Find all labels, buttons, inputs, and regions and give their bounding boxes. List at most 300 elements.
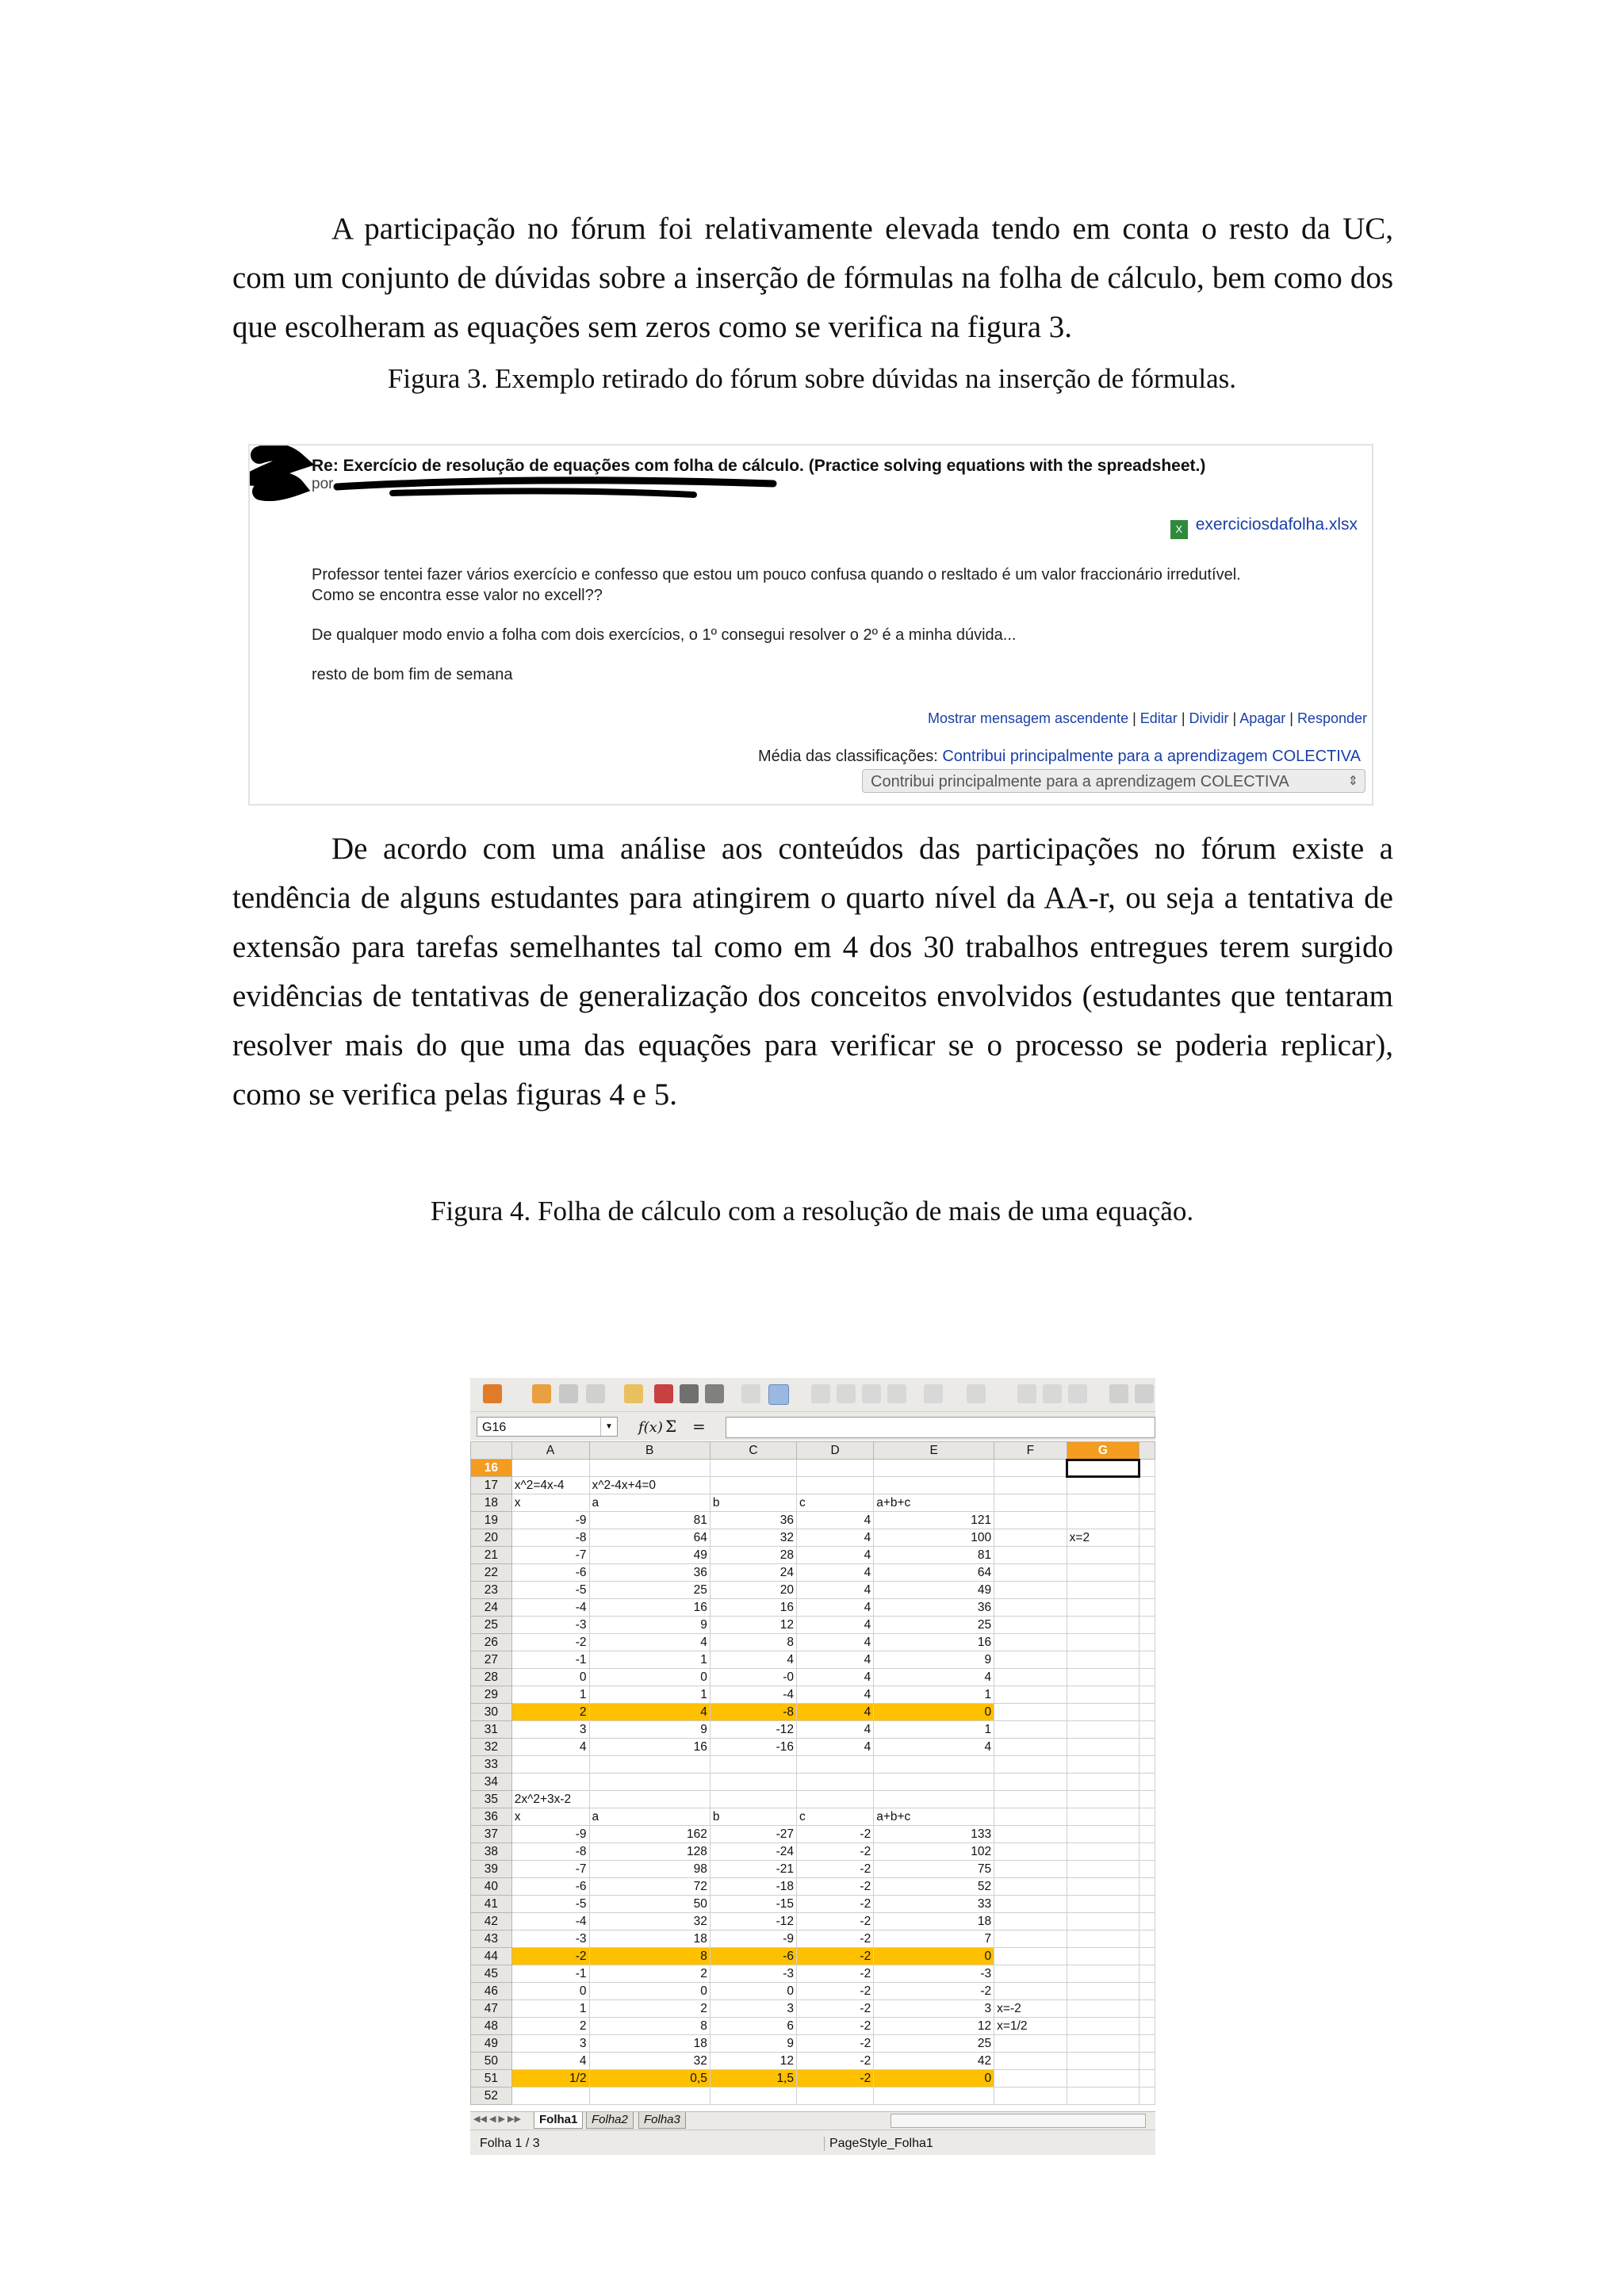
cell-c23[interactable]: 20 [710,1582,796,1599]
column-header-a[interactable]: A [511,1442,589,1460]
cell-g35[interactable] [1067,1791,1139,1808]
cell-g32[interactable] [1067,1739,1139,1756]
cell-a24[interactable]: -4 [511,1599,589,1617]
name-box[interactable] [477,1417,618,1437]
cell-f50[interactable] [994,2053,1067,2070]
cell-d30[interactable]: 4 [797,1704,874,1721]
cell-a52[interactable] [511,2087,589,2105]
row-header[interactable]: 44 [471,1948,512,1965]
spellcheck-icon[interactable] [741,1384,760,1403]
insert-chart-icon[interactable] [1109,1384,1128,1403]
cell-d40[interactable]: -2 [797,1878,874,1896]
row-header[interactable]: 43 [471,1931,512,1948]
cell-c30[interactable]: -8 [710,1704,796,1721]
cell-e44[interactable]: 0 [874,1948,994,1965]
cell-a45[interactable]: -1 [511,1965,589,1983]
cell-g26[interactable] [1067,1634,1139,1651]
cell-a23[interactable]: -5 [511,1582,589,1599]
formula-input[interactable] [726,1417,1155,1438]
cell-f52[interactable] [994,2087,1067,2105]
cell-d26[interactable]: 4 [797,1634,874,1651]
row-header[interactable]: 48 [471,2018,512,2035]
cell-g16[interactable] [1067,1460,1139,1477]
cell-a21[interactable]: -7 [511,1547,589,1564]
cell-g49[interactable] [1067,2035,1139,2053]
cell-e29[interactable]: 1 [874,1686,994,1704]
cell-f16[interactable] [994,1460,1067,1477]
cell-c19[interactable]: 36 [710,1512,796,1529]
cell-f37[interactable] [994,1826,1067,1843]
cell-a22[interactable]: -6 [511,1564,589,1582]
horizontal-scrollbar[interactable] [891,2114,1146,2128]
cell-b47[interactable]: 2 [589,2000,710,2018]
cell-e38[interactable]: 102 [874,1843,994,1861]
clone-format-icon[interactable] [887,1384,906,1403]
cell-g38[interactable] [1067,1843,1139,1861]
cell-e25[interactable]: 25 [874,1617,994,1634]
cell-b29[interactable]: 1 [589,1686,710,1704]
cell-a27[interactable]: -1 [511,1651,589,1669]
row-header[interactable]: 49 [471,2035,512,2053]
chevron-down-icon[interactable]: ▼ [600,1418,617,1436]
cell-f43[interactable] [994,1931,1067,1948]
split-link[interactable]: Dividir [1189,710,1229,726]
cell-d45[interactable]: -2 [797,1965,874,1983]
row-header[interactable]: 23 [471,1582,512,1599]
cell-g39[interactable] [1067,1861,1139,1878]
cell-c37[interactable]: -27 [710,1826,796,1843]
cell-c25[interactable]: 12 [710,1617,796,1634]
cell-f32[interactable] [994,1739,1067,1756]
cell-g21[interactable] [1067,1547,1139,1564]
cell-e28[interactable]: 4 [874,1669,994,1686]
cell-e46[interactable]: -2 [874,1983,994,2000]
row-header[interactable]: 28 [471,1669,512,1686]
email-icon[interactable] [586,1384,605,1403]
cell-c35[interactable] [710,1791,796,1808]
cell-a41[interactable]: -5 [511,1896,589,1913]
row-header[interactable]: 32 [471,1739,512,1756]
row-header[interactable]: 21 [471,1547,512,1564]
cell-f44[interactable] [994,1948,1067,1965]
cell-e52[interactable] [874,2087,994,2105]
cell-c17[interactable] [710,1477,796,1494]
row-header[interactable]: 17 [471,1477,512,1494]
cell-b45[interactable]: 2 [589,1965,710,1983]
cell-d47[interactable]: -2 [797,2000,874,2018]
delete-link[interactable]: Apagar [1239,710,1286,726]
cell-a46[interactable]: 0 [511,1983,589,2000]
cell-a29[interactable]: 1 [511,1686,589,1704]
cell-b35[interactable] [589,1791,710,1808]
show-parent-link[interactable]: Mostrar mensagem ascendente [927,710,1129,726]
cell-c45[interactable]: -3 [710,1965,796,1983]
cell-a50[interactable]: 4 [511,2053,589,2070]
cell-b38[interactable]: 128 [589,1843,710,1861]
cut-icon[interactable] [811,1384,830,1403]
sort-ascending-icon[interactable] [1043,1384,1062,1403]
cell-b49[interactable]: 18 [589,2035,710,2053]
column-header-d[interactable]: D [797,1442,874,1460]
cell-f21[interactable] [994,1547,1067,1564]
cell-d34[interactable] [797,1774,874,1791]
cell-c51[interactable]: 1,5 [710,2070,796,2087]
cell-e47[interactable]: 3 [874,2000,994,2018]
cell-d43[interactable]: -2 [797,1931,874,1948]
cell-f25[interactable] [994,1617,1067,1634]
cell-f33[interactable] [994,1756,1067,1774]
cell-e26[interactable]: 16 [874,1634,994,1651]
cell-g33[interactable] [1067,1756,1139,1774]
cell-e45[interactable]: -3 [874,1965,994,1983]
cell-b31[interactable]: 9 [589,1721,710,1739]
row-header[interactable]: 41 [471,1896,512,1913]
cell-a28[interactable]: 0 [511,1669,589,1686]
row-header[interactable]: 27 [471,1651,512,1669]
cell-a44[interactable]: -2 [511,1948,589,1965]
cell-c48[interactable]: 6 [710,2018,796,2035]
cell-a37[interactable]: -9 [511,1826,589,1843]
cell-g19[interactable] [1067,1512,1139,1529]
cell-a33[interactable] [511,1756,589,1774]
row-header[interactable]: 37 [471,1826,512,1843]
cell-c49[interactable]: 9 [710,2035,796,2053]
cell-e17[interactable] [874,1477,994,1494]
cell-c39[interactable]: -21 [710,1861,796,1878]
cell-e23[interactable]: 49 [874,1582,994,1599]
cell-e36[interactable]: a+b+c [874,1808,994,1826]
attachment-link[interactable] [1170,515,1358,539]
cell-d19[interactable]: 4 [797,1512,874,1529]
cell-c16[interactable] [710,1460,796,1477]
rating-select[interactable] [862,769,1365,793]
cell-b16[interactable] [589,1460,710,1477]
edit-link[interactable]: Editar [1139,710,1178,726]
cell-e51[interactable]: 0 [874,2070,994,2087]
cell-f46[interactable] [994,1983,1067,2000]
cell-d18[interactable]: c [797,1494,874,1512]
cell-g51[interactable] [1067,2070,1139,2087]
cell-f36[interactable] [994,1808,1067,1826]
cell-a51[interactable]: 1/2 [511,2070,589,2087]
cell-d22[interactable]: 4 [797,1564,874,1582]
post-title[interactable]: Re: Exercício de resolução de equações com folha de cálculo. (Practice solving equations with the spreadsheet.) [312,457,1206,475]
cell-f38[interactable] [994,1843,1067,1861]
cell-f45[interactable] [994,1965,1067,1983]
cell-e32[interactable]: 4 [874,1739,994,1756]
row-header[interactable]: 50 [471,2053,512,2070]
cell-d42[interactable]: -2 [797,1913,874,1931]
tab-folha2[interactable]: Folha2 [586,2112,634,2129]
cell-c24[interactable]: 16 [710,1599,796,1617]
row-header[interactable]: 34 [471,1774,512,1791]
print-icon[interactable] [680,1384,699,1403]
cell-e49[interactable]: 25 [874,2035,994,2053]
cell-c29[interactable]: -4 [710,1686,796,1704]
row-header[interactable]: 16 [471,1460,512,1477]
row-header[interactable]: 22 [471,1564,512,1582]
cell-e34[interactable] [874,1774,994,1791]
column-header-f[interactable]: F [994,1442,1067,1460]
row-header[interactable]: 18 [471,1494,512,1512]
cell-a40[interactable]: -6 [511,1878,589,1896]
cell-e37[interactable]: 133 [874,1826,994,1843]
cell-d16[interactable] [797,1460,874,1477]
cell-a39[interactable]: -7 [511,1861,589,1878]
cell-d48[interactable]: -2 [797,2018,874,2035]
cell-g24[interactable] [1067,1599,1139,1617]
row-header[interactable]: 40 [471,1878,512,1896]
paste-icon[interactable] [862,1384,881,1403]
cell-b34[interactable] [589,1774,710,1791]
cell-a38[interactable]: -8 [511,1843,589,1861]
cell-b33[interactable] [589,1756,710,1774]
sort-descending-icon[interactable] [1068,1384,1087,1403]
cell-c18[interactable]: b [710,1494,796,1512]
cell-e19[interactable]: 121 [874,1512,994,1529]
cell-f20[interactable] [994,1529,1067,1547]
cell-b44[interactable]: 8 [589,1948,710,1965]
cell-c42[interactable]: -12 [710,1913,796,1931]
cell-c44[interactable]: -6 [710,1948,796,1965]
cell-a30[interactable]: 2 [511,1704,589,1721]
print-preview-icon[interactable] [705,1384,724,1403]
cell-a49[interactable]: 3 [511,2035,589,2053]
undo-icon[interactable] [924,1384,943,1403]
cell-g46[interactable] [1067,1983,1139,2000]
cell-b46[interactable]: 0 [589,1983,710,2000]
row-header[interactable]: 26 [471,1634,512,1651]
cell-b24[interactable]: 16 [589,1599,710,1617]
row-header[interactable]: 46 [471,1983,512,2000]
row-header[interactable]: 20 [471,1529,512,1547]
cell-d50[interactable]: -2 [797,2053,874,2070]
cell-f30[interactable] [994,1704,1067,1721]
cell-d33[interactable] [797,1756,874,1774]
column-header-g[interactable]: G [1067,1442,1139,1460]
copy-icon[interactable] [837,1384,856,1403]
cell-f31[interactable] [994,1721,1067,1739]
cell-c26[interactable]: 8 [710,1634,796,1651]
cell-g29[interactable] [1067,1686,1139,1704]
cell-c33[interactable] [710,1756,796,1774]
cell-c52[interactable] [710,2087,796,2105]
cell-d25[interactable]: 4 [797,1617,874,1634]
cell-e42[interactable]: 18 [874,1913,994,1931]
cell-g37[interactable] [1067,1826,1139,1843]
cell-b27[interactable]: 1 [589,1651,710,1669]
cell-e33[interactable] [874,1756,994,1774]
cell-g18[interactable] [1067,1494,1139,1512]
cell-g25[interactable] [1067,1617,1139,1634]
cell-f19[interactable] [994,1512,1067,1529]
cell-c47[interactable]: 3 [710,2000,796,2018]
row-header[interactable]: 52 [471,2087,512,2105]
cell-g42[interactable] [1067,1913,1139,1931]
cell-f51[interactable] [994,2070,1067,2087]
cell-e30[interactable]: 0 [874,1704,994,1721]
cell-g30[interactable] [1067,1704,1139,1721]
cell-f28[interactable] [994,1669,1067,1686]
cell-f42[interactable] [994,1913,1067,1931]
row-header[interactable]: 36 [471,1808,512,1826]
cell-g28[interactable] [1067,1669,1139,1686]
export-pdf-icon[interactable] [654,1384,673,1403]
cell-c43[interactable]: -9 [710,1931,796,1948]
tab-folha1[interactable]: Folha1 [534,2112,583,2129]
cell-d49[interactable]: -2 [797,2035,874,2053]
cell-b43[interactable]: 18 [589,1931,710,1948]
cell-a25[interactable]: -3 [511,1617,589,1634]
cell-d29[interactable]: 4 [797,1686,874,1704]
row-header[interactable]: 45 [471,1965,512,1983]
redo-icon[interactable] [967,1384,986,1403]
cell-g36[interactable] [1067,1808,1139,1826]
cell-b21[interactable]: 49 [589,1547,710,1564]
cell-c38[interactable]: -24 [710,1843,796,1861]
hyperlink-icon[interactable] [1017,1384,1036,1403]
cell-g41[interactable] [1067,1896,1139,1913]
cell-e18[interactable]: a+b+c [874,1494,994,1512]
cell-b51[interactable]: 0,5 [589,2070,710,2087]
cell-g47[interactable] [1067,2000,1139,2018]
cell-d20[interactable]: 4 [797,1529,874,1547]
cell-b32[interactable]: 16 [589,1739,710,1756]
cell-c41[interactable]: -15 [710,1896,796,1913]
cell-g31[interactable] [1067,1721,1139,1739]
cell-g27[interactable] [1067,1651,1139,1669]
cell-e22[interactable]: 64 [874,1564,994,1582]
cell-d39[interactable]: -2 [797,1861,874,1878]
cell-d23[interactable]: 4 [797,1582,874,1599]
cell-c27[interactable]: 4 [710,1651,796,1669]
cell-g45[interactable] [1067,1965,1139,1983]
cell-e35[interactable] [874,1791,994,1808]
row-header[interactable]: 30 [471,1704,512,1721]
cell-c36[interactable]: b [710,1808,796,1826]
cell-d41[interactable]: -2 [797,1896,874,1913]
cell-b28[interactable]: 0 [589,1669,710,1686]
cell-b36[interactable]: a [589,1808,710,1826]
cell-a35[interactable]: 2x^2+3x-2 [511,1791,589,1808]
cell-f26[interactable] [994,1634,1067,1651]
formula-icon[interactable]: = [692,1417,706,1436]
tab-folha3[interactable]: Folha3 [638,2112,686,2129]
cell-e24[interactable]: 36 [874,1599,994,1617]
cell-a18[interactable]: x [511,1494,589,1512]
column-header-c[interactable]: C [710,1442,796,1460]
cell-e16[interactable] [874,1460,994,1477]
cell-d24[interactable]: 4 [797,1599,874,1617]
cell-a17[interactable]: x^2=4x-4 [511,1477,589,1494]
cell-d17[interactable] [797,1477,874,1494]
sum-icon[interactable]: Σ [665,1417,677,1436]
cell-e40[interactable]: 52 [874,1878,994,1896]
cell-c32[interactable]: -16 [710,1739,796,1756]
row-header[interactable]: 38 [471,1843,512,1861]
cell-c40[interactable]: -18 [710,1878,796,1896]
cell-f22[interactable] [994,1564,1067,1582]
cell-d27[interactable]: 4 [797,1651,874,1669]
cell-a26[interactable]: -2 [511,1634,589,1651]
cell-d35[interactable] [797,1791,874,1808]
reply-link[interactable]: Responder [1297,710,1367,726]
cell-b50[interactable]: 32 [589,2053,710,2070]
row-header[interactable]: 29 [471,1686,512,1704]
cell-b17[interactable]: x^2-4x+4=0 [589,1477,710,1494]
cell-e48[interactable]: 12 [874,2018,994,2035]
cell-b52[interactable] [589,2087,710,2105]
cell-f29[interactable] [994,1686,1067,1704]
cell-b20[interactable]: 64 [589,1529,710,1547]
cell-d52[interactable] [797,2087,874,2105]
row-header[interactable]: 31 [471,1721,512,1739]
cell-b48[interactable]: 8 [589,2018,710,2035]
row-header[interactable]: 33 [471,1756,512,1774]
cell-f17[interactable] [994,1477,1067,1494]
cell-a31[interactable]: 3 [511,1721,589,1739]
cell-b41[interactable]: 50 [589,1896,710,1913]
cell-g20[interactable]: x=2 [1067,1529,1139,1547]
cell-g34[interactable] [1067,1774,1139,1791]
cell-g48[interactable] [1067,2018,1139,2035]
cell-a20[interactable]: -8 [511,1529,589,1547]
cell-e43[interactable]: 7 [874,1931,994,1948]
save-icon[interactable] [559,1384,578,1403]
cell-f18[interactable] [994,1494,1067,1512]
cell-f24[interactable] [994,1599,1067,1617]
cell-b18[interactable]: a [589,1494,710,1512]
cell-e21[interactable]: 81 [874,1547,994,1564]
row-header[interactable]: 19 [471,1512,512,1529]
cell-c21[interactable]: 28 [710,1547,796,1564]
cell-c46[interactable]: 0 [710,1983,796,2000]
cell-a19[interactable]: -9 [511,1512,589,1529]
cell-g22[interactable] [1067,1564,1139,1582]
row-header[interactable]: 39 [471,1861,512,1878]
cell-g23[interactable] [1067,1582,1139,1599]
cell-c22[interactable]: 24 [710,1564,796,1582]
row-header[interactable]: 51 [471,2070,512,2087]
tab-navigation-icon[interactable]: ◀◀ ◀ ▶ ▶▶ [473,2114,521,2124]
row-header[interactable]: 42 [471,1913,512,1931]
cell-a47[interactable]: 1 [511,2000,589,2018]
cell-a43[interactable]: -3 [511,1931,589,1948]
row-header[interactable]: 25 [471,1617,512,1634]
cell-g44[interactable] [1067,1948,1139,1965]
cell-c20[interactable]: 32 [710,1529,796,1547]
rating-value[interactable]: Contribui principalmente para a aprendizagem COLECTIVA [942,748,1361,765]
cell-b37[interactable]: 162 [589,1826,710,1843]
cell-g17[interactable] [1067,1477,1139,1494]
new-document-icon[interactable] [483,1384,502,1403]
cell-b26[interactable]: 4 [589,1634,710,1651]
cell-g43[interactable] [1067,1931,1139,1948]
cell-c31[interactable]: -12 [710,1721,796,1739]
cell-f49[interactable] [994,2035,1067,2053]
cell-d31[interactable]: 4 [797,1721,874,1739]
cell-a32[interactable]: 4 [511,1739,589,1756]
cell-c28[interactable]: -0 [710,1669,796,1686]
cell-a34[interactable] [511,1774,589,1791]
cell-d32[interactable]: 4 [797,1739,874,1756]
cell-c34[interactable] [710,1774,796,1791]
cell-e31[interactable]: 1 [874,1721,994,1739]
cell-g40[interactable] [1067,1878,1139,1896]
cell-d37[interactable]: -2 [797,1826,874,1843]
cell-f35[interactable] [994,1791,1067,1808]
cell-f34[interactable] [994,1774,1067,1791]
